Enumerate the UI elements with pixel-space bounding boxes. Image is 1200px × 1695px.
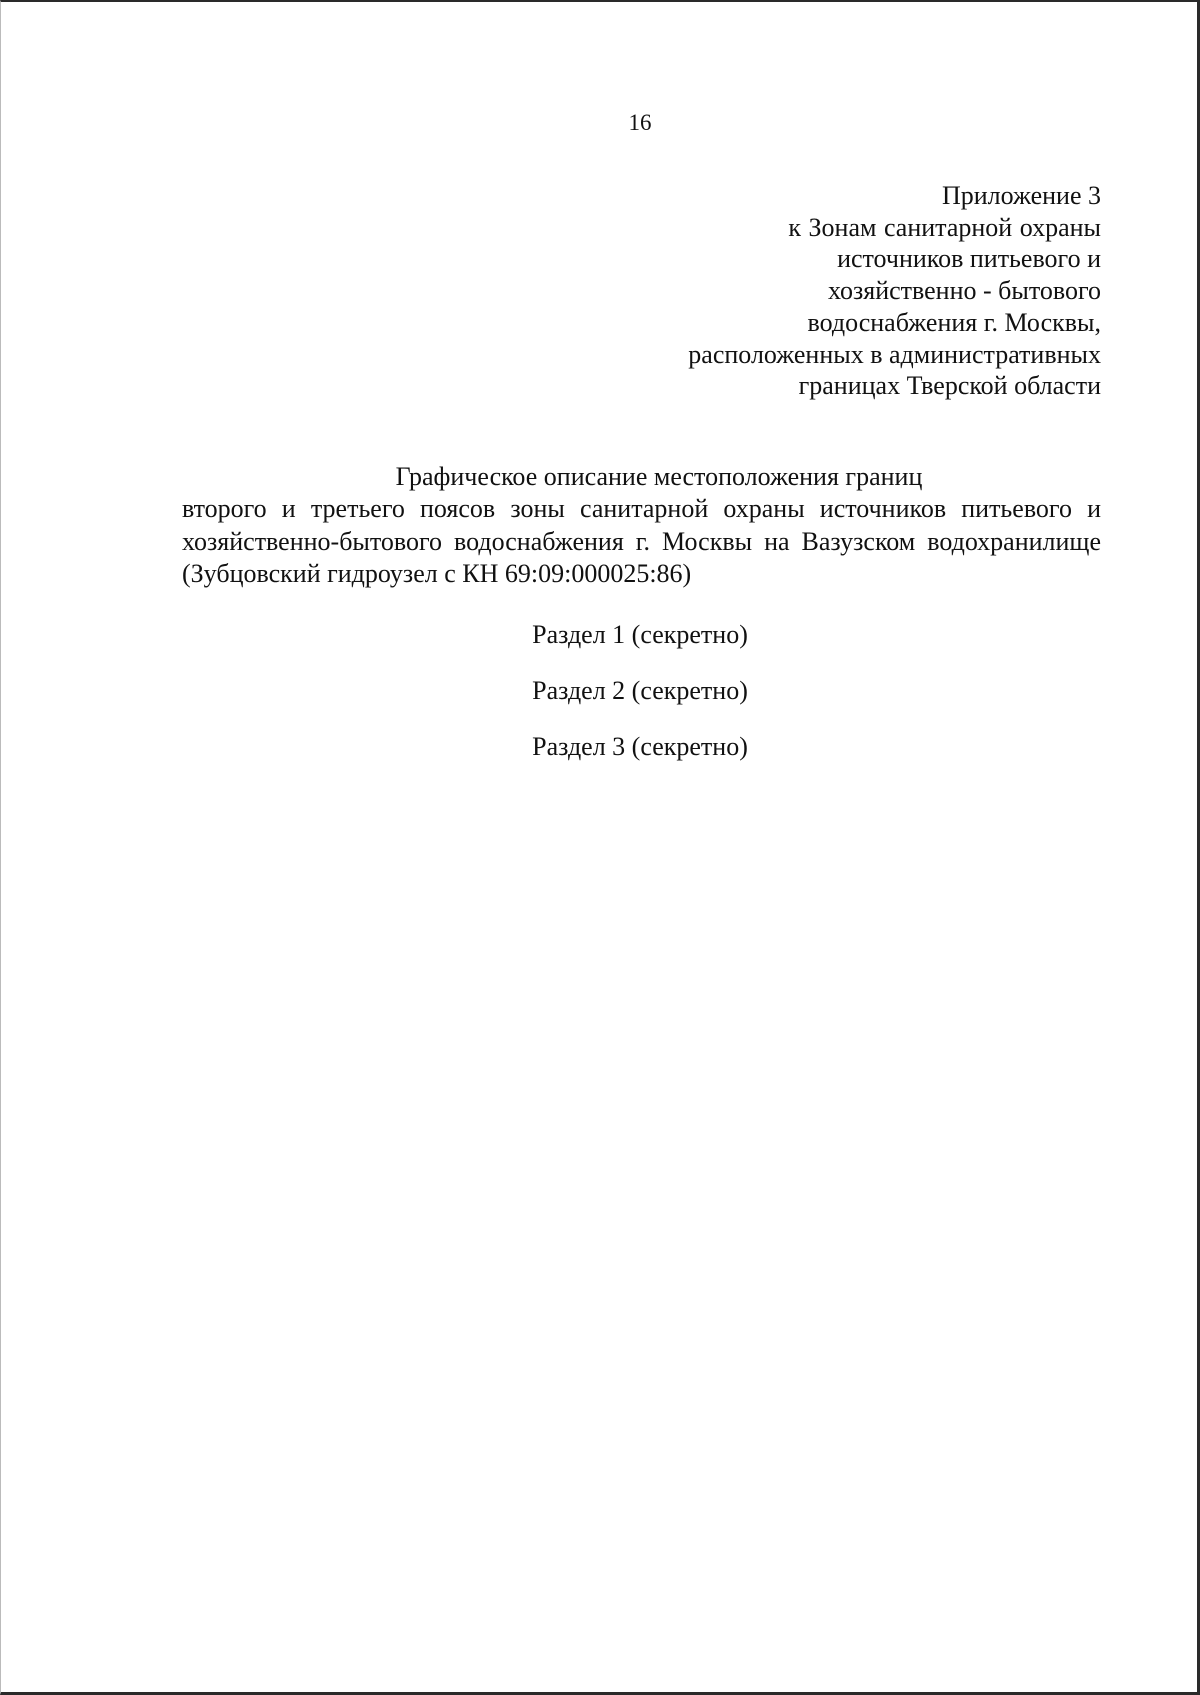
appendix-line: расположенных в административных — [688, 339, 1101, 369]
appendix-line: Приложение 3 — [941, 181, 1101, 210]
appendix-line: водоснабжения г. Москвы, — [807, 307, 1101, 337]
appendix-header — [541, 180, 1101, 402]
appendix-line: источников питьевого и — [837, 244, 1101, 274]
page-number: 16 — [628, 110, 652, 135]
title-first-line: Графическое описание местоположения границ — [395, 462, 923, 491]
appendix-line: к Зонам санитарной охраны — [788, 212, 1101, 242]
appendix-line: границах Тверской области — [798, 371, 1101, 401]
section-item: Раздел 1 (секретно) — [532, 620, 748, 649]
section-item: Раздел 3 (секретно) — [532, 732, 748, 761]
appendix-line: хозяйственно - бытового — [827, 276, 1101, 306]
sections-list — [0, 617, 1200, 785]
document-title — [182, 461, 1101, 590]
section-item: Раздел 2 (секретно) — [532, 676, 748, 705]
title-body: второго и третьего поясов зоны санитарной охраны источников питьевого и хозяйственно-бытового водоснабжения г. Москвы на Вазузском водохранилище (Зубцовский гидроузел с КН 69:09:000025:86) — [182, 494, 1101, 588]
